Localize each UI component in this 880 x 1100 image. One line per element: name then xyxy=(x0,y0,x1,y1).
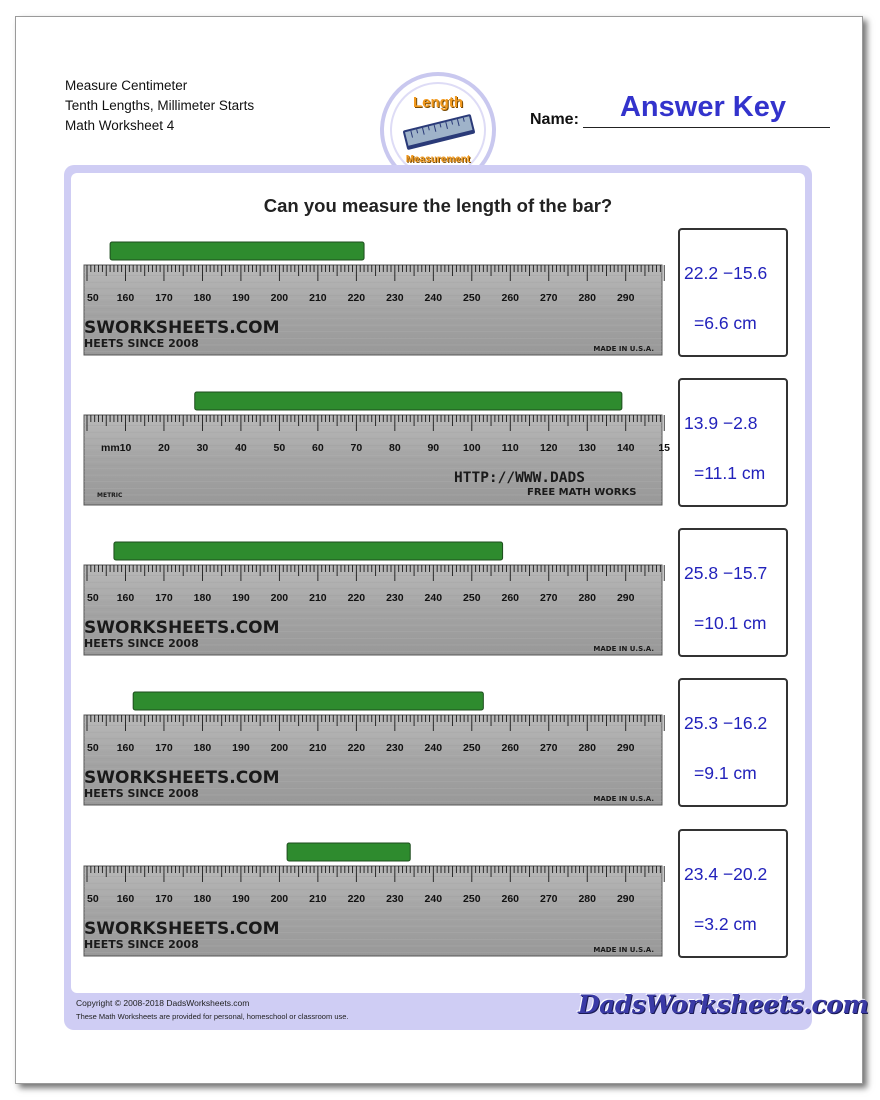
ruler-tick-label: 170 xyxy=(155,592,173,604)
ruler-tick-label: 110 xyxy=(501,442,519,454)
ruler-tick-label: 290 xyxy=(616,742,635,754)
ruler-tick-label: 50 xyxy=(273,442,286,454)
ruler-tick-label: 200 xyxy=(270,592,289,604)
ruler-tick-label: 160 xyxy=(116,742,135,754)
ruler-tick-label: 250 xyxy=(463,893,481,905)
ruler-tick-label: 50 xyxy=(87,292,99,304)
ruler-tick-label: 160 xyxy=(116,292,135,304)
ruler-tick-label: 30 xyxy=(196,442,209,454)
ruler-problem-3 xyxy=(84,540,662,660)
ruler-tick-label: 220 xyxy=(347,592,366,604)
dadsworksheets-logo: DadsWorksheets.com xyxy=(578,990,869,1019)
ruler-problem-2 xyxy=(84,390,671,510)
ruler-tick-label: 60 xyxy=(312,442,324,454)
copyright-text: Copyright © 2008-2018 DadsWorksheets.com xyxy=(76,998,250,1008)
ruler-tick-label: 240 xyxy=(424,742,443,754)
ruler-tick-label: 290 xyxy=(616,893,635,905)
ruler-tick-label: 270 xyxy=(539,742,558,754)
ruler-problem-1 xyxy=(84,240,662,360)
measure-bar xyxy=(287,843,410,861)
ruler-tick-label: 230 xyxy=(386,742,404,754)
answer-result: =6.6 cm xyxy=(694,313,757,333)
answer-result: =10.1 cm xyxy=(694,613,767,633)
ruler-tick-label: 210 xyxy=(309,893,327,905)
answer-box xyxy=(678,678,788,807)
ruler-tick-label: 180 xyxy=(193,742,212,754)
ruler-tick-label: 230 xyxy=(386,592,404,604)
ruler-tick-label: 50 xyxy=(87,893,99,905)
worksheet-title-line-2: Tenth Lengths, Millimeter Starts xyxy=(65,98,255,113)
ruler-tick-label: 160 xyxy=(116,592,135,604)
measure-bar xyxy=(195,392,622,410)
ruler-icon xyxy=(400,114,478,150)
ruler-tick-label: 70 xyxy=(350,442,363,454)
ruler-tick-label: 180 xyxy=(193,893,212,905)
answer-subtraction: 22.2 −15.6 xyxy=(684,263,768,283)
ruler-tick-label: mm xyxy=(101,442,120,454)
badge-subtitle: Measurement xyxy=(405,154,471,165)
answer-box xyxy=(678,228,788,357)
ruler-made-in-text: MADE IN U.S.A. xyxy=(593,795,654,803)
ruler-tick-label: 120 xyxy=(539,442,558,454)
ruler-tick-label: 180 xyxy=(193,592,212,604)
ruler-tick-label: 160 xyxy=(116,893,135,905)
ruler-brand-subtext: HEETS SINCE 2008 xyxy=(84,787,199,800)
ruler-tick-label: 170 xyxy=(155,742,173,754)
answer-result: =9.1 cm xyxy=(694,763,757,783)
ruler-problem-4 xyxy=(84,690,662,810)
answer-subtraction: 13.9 −2.8 xyxy=(684,413,758,433)
ruler-brand-text: SWORKSHEETS.COM xyxy=(84,618,280,638)
ruler-brand-text: HTTP://WWW.DADS xyxy=(454,470,585,486)
ruler-tick-label: 210 xyxy=(309,292,327,304)
ruler-tick-label: 210 xyxy=(309,742,327,754)
ruler-tick-label: 230 xyxy=(386,893,404,905)
ruler-tick-label: 280 xyxy=(578,292,597,304)
ruler-tick-label: 100 xyxy=(463,442,481,454)
ruler-made-in-text: MADE IN U.S.A. xyxy=(593,645,654,653)
ruler-tick-label: 200 xyxy=(270,742,289,754)
name-field[interactable] xyxy=(583,127,830,128)
ruler-tick-label: 270 xyxy=(539,292,558,304)
ruler-tick-label: 190 xyxy=(232,893,250,905)
ruler-brand-text: SWORKSHEETS.COM xyxy=(84,768,280,788)
ruler-made-in-text: MADE IN U.S.A. xyxy=(593,345,654,353)
ruler-tick-label: 80 xyxy=(388,442,401,454)
ruler-tick-label: 280 xyxy=(578,592,597,604)
ruler-tick-label: 220 xyxy=(347,742,366,754)
ruler-tick-label: 290 xyxy=(616,592,635,604)
ruler-tick-label: 240 xyxy=(424,292,443,304)
ruler-tick-label: 170 xyxy=(155,292,173,304)
answer-box xyxy=(678,528,788,657)
ruler-tick-label: 270 xyxy=(539,592,558,604)
ruler-tick-label: 270 xyxy=(539,893,558,905)
ruler-tick-label: 90 xyxy=(427,442,440,454)
ruler-tick-label: 190 xyxy=(232,742,250,754)
measure-bar xyxy=(110,242,364,260)
ruler-tick-label: 130 xyxy=(578,442,597,454)
ruler-tick-label: 290 xyxy=(616,292,635,304)
answer-subtraction: 25.8 −15.7 xyxy=(684,563,768,583)
ruler-tick-label: 250 xyxy=(463,592,481,604)
ruler-brand-text: SWORKSHEETS.COM xyxy=(84,318,280,338)
usage-note: These Math Worksheets are provided for personal, homeschool or classroom use. xyxy=(76,1012,349,1021)
ruler-problem-5 xyxy=(84,841,662,961)
ruler-tick-label: 280 xyxy=(578,742,597,754)
ruler-brand-subtext: FREE MATH WORKS xyxy=(527,487,637,498)
ruler-tick-label: 40 xyxy=(235,442,247,454)
measure-bar xyxy=(114,542,503,560)
ruler-tick-label: 250 xyxy=(463,292,481,304)
ruler-tick-label: 230 xyxy=(386,292,404,304)
ruler-tick-label: 15 xyxy=(658,442,671,454)
ruler-tick-label: 260 xyxy=(501,292,520,304)
ruler-tick-label: 260 xyxy=(501,893,520,905)
answer-subtraction: 23.4 −20.2 xyxy=(684,864,768,884)
answer-box xyxy=(678,829,788,958)
ruler-tick-label: 250 xyxy=(463,742,481,754)
ruler-tick-label: 50 xyxy=(87,592,99,604)
measure-bar xyxy=(133,692,483,710)
ruler-tick-label: 140 xyxy=(616,442,635,454)
ruler-tick-label: 260 xyxy=(501,592,520,604)
ruler-tick-label: 200 xyxy=(270,292,289,304)
ruler-tick-label: 260 xyxy=(501,742,520,754)
ruler-brand-subtext: HEETS SINCE 2008 xyxy=(84,938,199,951)
badge-title: Length xyxy=(413,94,463,111)
ruler-tick-label: 240 xyxy=(424,893,443,905)
ruler-tick-label: 50 xyxy=(87,742,99,754)
ruler-tick-label: 200 xyxy=(270,893,289,905)
ruler-brand-subtext: HEETS SINCE 2008 xyxy=(84,337,199,350)
ruler-metric-text: METRIC xyxy=(97,492,123,499)
ruler-tick-label: 10 xyxy=(119,442,132,454)
answer-subtraction: 25.3 −16.2 xyxy=(684,713,768,733)
ruler-tick-label: 190 xyxy=(232,292,250,304)
answer-key-heading: Answer Key xyxy=(619,91,786,123)
ruler-tick-label: 220 xyxy=(347,292,366,304)
worksheet-title-line-3: Math Worksheet 4 xyxy=(65,118,175,133)
ruler-tick-label: 20 xyxy=(158,442,170,454)
ruler-made-in-text: MADE IN U.S.A. xyxy=(593,946,654,954)
ruler-tick-label: 190 xyxy=(232,592,250,604)
ruler-tick-label: 220 xyxy=(347,893,366,905)
ruler-tick-label: 280 xyxy=(578,893,597,905)
answer-box xyxy=(678,378,788,507)
worksheet-title-line-1: Measure Centimeter xyxy=(65,78,188,93)
ruler-brand-text: SWORKSHEETS.COM xyxy=(84,919,280,939)
ruler-brand-subtext: HEETS SINCE 2008 xyxy=(84,637,199,650)
answer-result: =3.2 cm xyxy=(694,914,757,934)
ruler-tick-label: 180 xyxy=(193,292,212,304)
answer-result: =11.1 cm xyxy=(694,463,766,483)
name-label: Name: xyxy=(530,111,579,128)
ruler-tick-label: 210 xyxy=(309,592,327,604)
ruler-tick-label: 170 xyxy=(155,893,173,905)
question-text: Can you measure the length of the bar? xyxy=(263,195,613,216)
ruler-tick-label: 240 xyxy=(424,592,443,604)
